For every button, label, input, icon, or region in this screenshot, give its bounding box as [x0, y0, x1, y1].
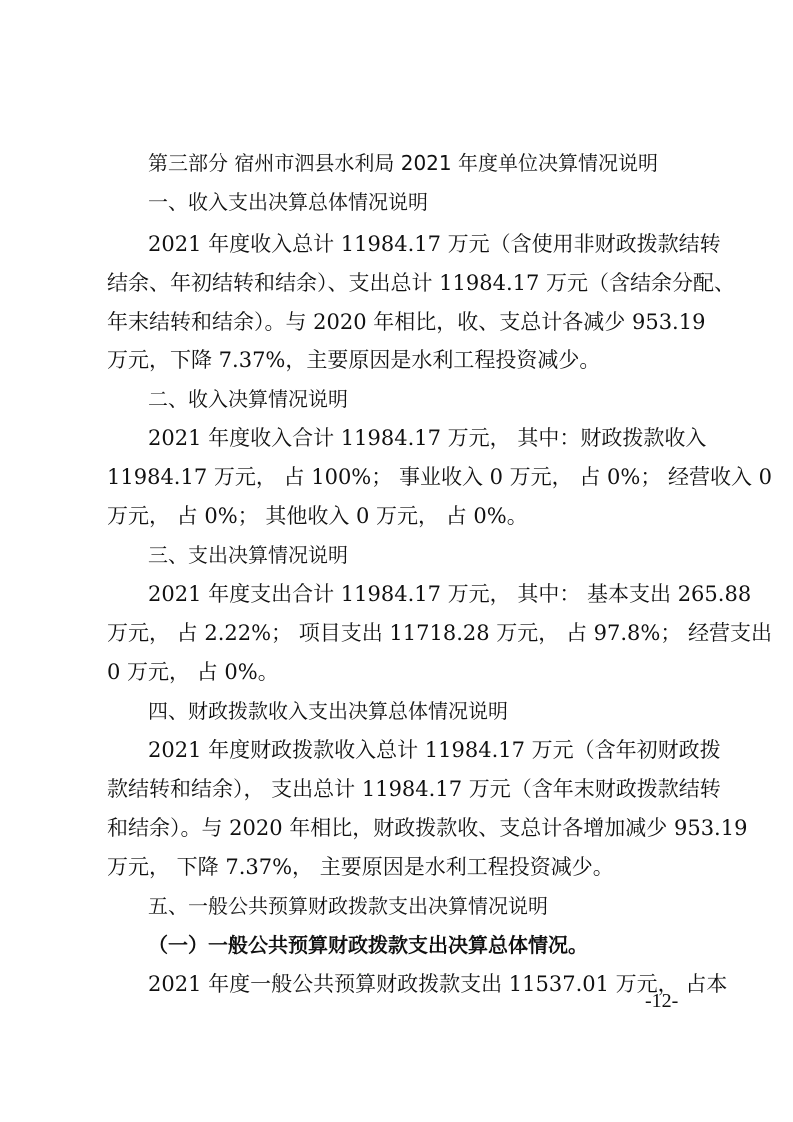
page-title: 第三部分 宿州市泗县水利局 2021 年度单位决算情况说明 [148, 151, 658, 175]
paragraph-4-line-3: 和结余）。与 2020 年相比，财政拨款收、支总计各增加减少 953.19 [107, 816, 748, 840]
paragraph-1-line-4: 万元，下降 7.37%，主要原因是水利工程投资减少。 [107, 348, 601, 372]
paragraph-4-line-4: 万元， 下降 7.37%， 主要原因是水利工程投资减少。 [107, 855, 614, 879]
paragraph-1-line-1: 2021 年度收入总计 11984.17 万元（含使用非财政拨款结转 [148, 232, 721, 256]
paragraph-4-line-1: 2021 年度财政拨款收入总计 11984.17 万元（含年初财政拨 [148, 738, 721, 762]
section-heading-5: 五、一般公共预算财政拨款支出决算情况说明 [148, 894, 548, 918]
paragraph-2-line-1: 2021 年度收入合计 11984.17 万元， 其中：财政拨款收入 [148, 426, 707, 450]
paragraph-1-line-3: 年末结转和结余）。与 2020 年相比，收、支总计各减少 953.19 [107, 310, 706, 334]
paragraph-2-line-2: 11984.17 万元， 占 100%； 事业收入 0 万元， 占 0%； 经营收入 0 [107, 465, 773, 489]
subsection-heading: （一）一般公共预算财政拨款支出决算总体情况。 [148, 933, 588, 957]
page-number: -12- [645, 990, 679, 1012]
paragraph-2-line-3: 万元， 占 0%； 其他收入 0 万元， 占 0%。 [107, 504, 528, 528]
paragraph-3-line-2: 万元， 占 2.22%； 项目支出 11718.28 万元， 占 97.8%； 经营支出 [107, 621, 773, 645]
paragraph-4-line-2: 款结转和结余）， 支出总计 11984.17 万元（含年末财政拨款结转 [107, 777, 721, 801]
paragraph-1-line-2: 结余、年初结转和结余）、支出总计 11984.17 万元（含结余分配、 [107, 271, 736, 295]
paragraph-5-line-1: 2021 年度一般公共预算财政拨款支出 11537.01 万元， 占本 [148, 972, 728, 996]
section-heading-4: 四、财政拨款收入支出决算总体情况说明 [148, 699, 508, 723]
section-heading-1: 一、收入支出决算总体情况说明 [148, 190, 428, 214]
paragraph-3-line-1: 2021 年度支出合计 11984.17 万元， 其中： 基本支出 265.88 [148, 582, 752, 606]
section-heading-3: 三、支出决算情况说明 [148, 543, 348, 567]
paragraph-3-line-3: 0 万元， 占 0%。 [107, 660, 279, 684]
section-heading-2: 二、收入决算情况说明 [148, 387, 348, 411]
